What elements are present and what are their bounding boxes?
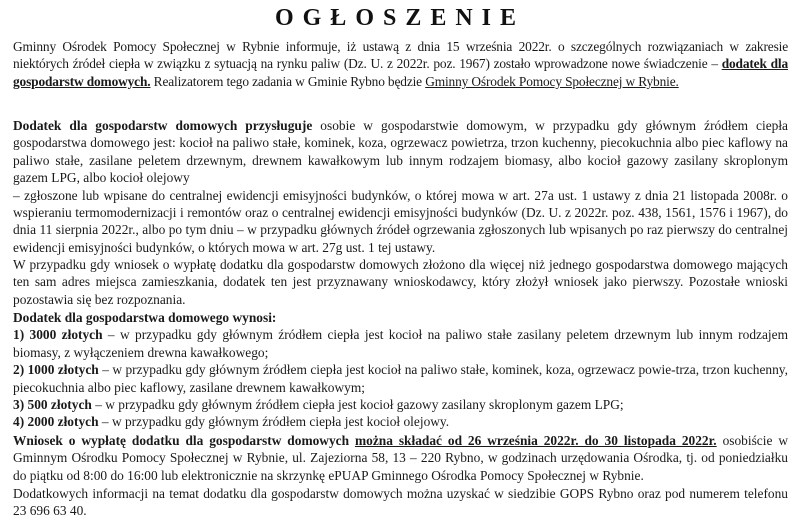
eligibility-registration-text: – zgłoszone lub wpisane do centralnej ewidencji emisyjności budynków, o której mowa w art. 27a ust. 1 ustawy z dnia 21 listopada 2008r. o wspieraniu termomodernizacji i remontów oraz o centralnej ewidencji emisyjności budynków (Dz. U. z 2022r. poz. 438, 1561, 1576 i 1967), do dnia 11 sierpnia 2022r., albo po tym dniu – w przypadku głównych źródeł ogrzewania zgłoszonych lub wpisanych po raz pierwszy do centralnej ewidencji emisyjności budynków, o których mowa w art. 27g ust. 1 tej ustawy.	[13, 187, 788, 255]
eligibility-heading: Dodatek dla gospodarstw domowych przysługuje	[13, 118, 313, 133]
application-heading: Wniosek o wypłatę dodatku dla gospodarstw domowych	[13, 433, 355, 448]
amount-item	[13, 361, 788, 396]
multiple-applications-text: W przypadku gdy wniosek o wypłatę dodatku dla gospodarstw domowych złożono dla więcej niż jednego gospodarstwa domowego mających ten sam adres miejsca zamieszkania, dodatek ten jest przyznawany wnioskodawcy, który złożył wniosek jako pierwszy. Pozostałe wnioski pozostawia się bez rozpoznania.	[13, 257, 788, 307]
intro-text-2: Realizatorem tego zadania w Gminie Rybno będzie	[150, 73, 426, 89]
amount-description: – w przypadku gdy głównym źródłem ciepła jest kocioł olejowy.	[98, 414, 450, 430]
eligibility-text: osobie w gospodarstwie domowym, w przypadku gdy głównym źródłem ciepła gospodarstwa domowego jest: kocioł na paliwo stałe, kominek, koza, ogrzewacz powietrza, trzon kuchenny, piecokuchnia albo piec kaflowy na paliwo stałe, zasilane peletem drzewnym, drewnem kawałkowym lub innym rodzajem biomasy, albo kocioł gazowy zasilany skroplonym gazem LPG, albo kocioł olejowy	[13, 118, 789, 186]
amount-value: 1) 3000 złotych	[13, 327, 103, 343]
amount-item	[13, 413, 788, 430]
amount-item	[13, 326, 788, 361]
amount-value: 3) 500 złotych	[13, 397, 92, 413]
page-title: OGŁOSZENIE	[274, 5, 526, 31]
application-text: osobiście w Gminnym Ośrodku Pomocy Społecznej w Rybnie, ul. Zajeziorna 58, 13 – 220 Rybno, w godzinach urzędowania Ośrodka, tj. od poniedziałku do piątku od 8:00 do 16:00 lub elektronicznie na skrzynkę ePUAP Gminnego Ośrodka Pomocy Społecznej w Rybnie.	[13, 433, 788, 483]
benefit-name-emphasis: dodatek dla gospodarstw domowych.	[13, 56, 788, 89]
amount-description: – w przypadku gdy głównym źródłem ciepła jest kocioł gazowy zasilany skroplonym gazem LPG;	[91, 397, 624, 413]
gops-name-underlined: Gminny Ośrodek Pomocy Społecznej w Rybnie.	[425, 73, 679, 89]
amount-item	[13, 396, 788, 413]
amount-description: – w przypadku gdy głównym źródłem ciepła jest kocioł na paliwo stałe, kominek, koza, ogrzewacz powie-trza, trzon kuchenny, piecokuchnia albo piec kaflowy, zasilane drewnem kawałkowym;	[13, 362, 788, 395]
eligibility-paragraph	[13, 117, 788, 256]
application-deadline: można składać od 26 września 2022r. do 30 listopada 2022r.	[354, 433, 717, 448]
contact-text: Dodatkowych informacji na temat dodatku dla gospodarstw domowych można uzyskać w siedzibie GOPS Rybno oraz pod numerem telefonu 23 696 63 40.	[13, 486, 788, 519]
intro-paragraph	[13, 38, 788, 90]
multiple-applications-paragraph	[13, 256, 788, 308]
amount-value: 4) 2000 złotych	[13, 414, 99, 430]
amounts-heading: Dodatek dla gospodarstwa domowego wynosi:	[13, 310, 277, 325]
contact-paragraph	[13, 485, 788, 520]
amounts-section	[13, 309, 788, 431]
amount-value: 2) 1000 złotych	[13, 362, 99, 378]
amount-description: – w przypadku gdy głównym źródłem ciepła jest kocioł na paliwo stałe zasilany peletem drzewnym lub innym rodzajem biomasy, z wyłączeniem drewna kawałkowego;	[13, 327, 788, 360]
application-paragraph	[13, 432, 788, 484]
intro-text: Gminny Ośrodek Pomocy Społecznej w Rybnie informuje, iż ustawą z dnia 15 września 2022r. o szczególnych rozwiązaniach w zakresie niektórych źródeł ciepła w związku z sytuacją na rynku paliw (Dz. U. z 2022r. poz. 1967) zostało wprowadzone nowe świadczenie –	[13, 39, 788, 72]
